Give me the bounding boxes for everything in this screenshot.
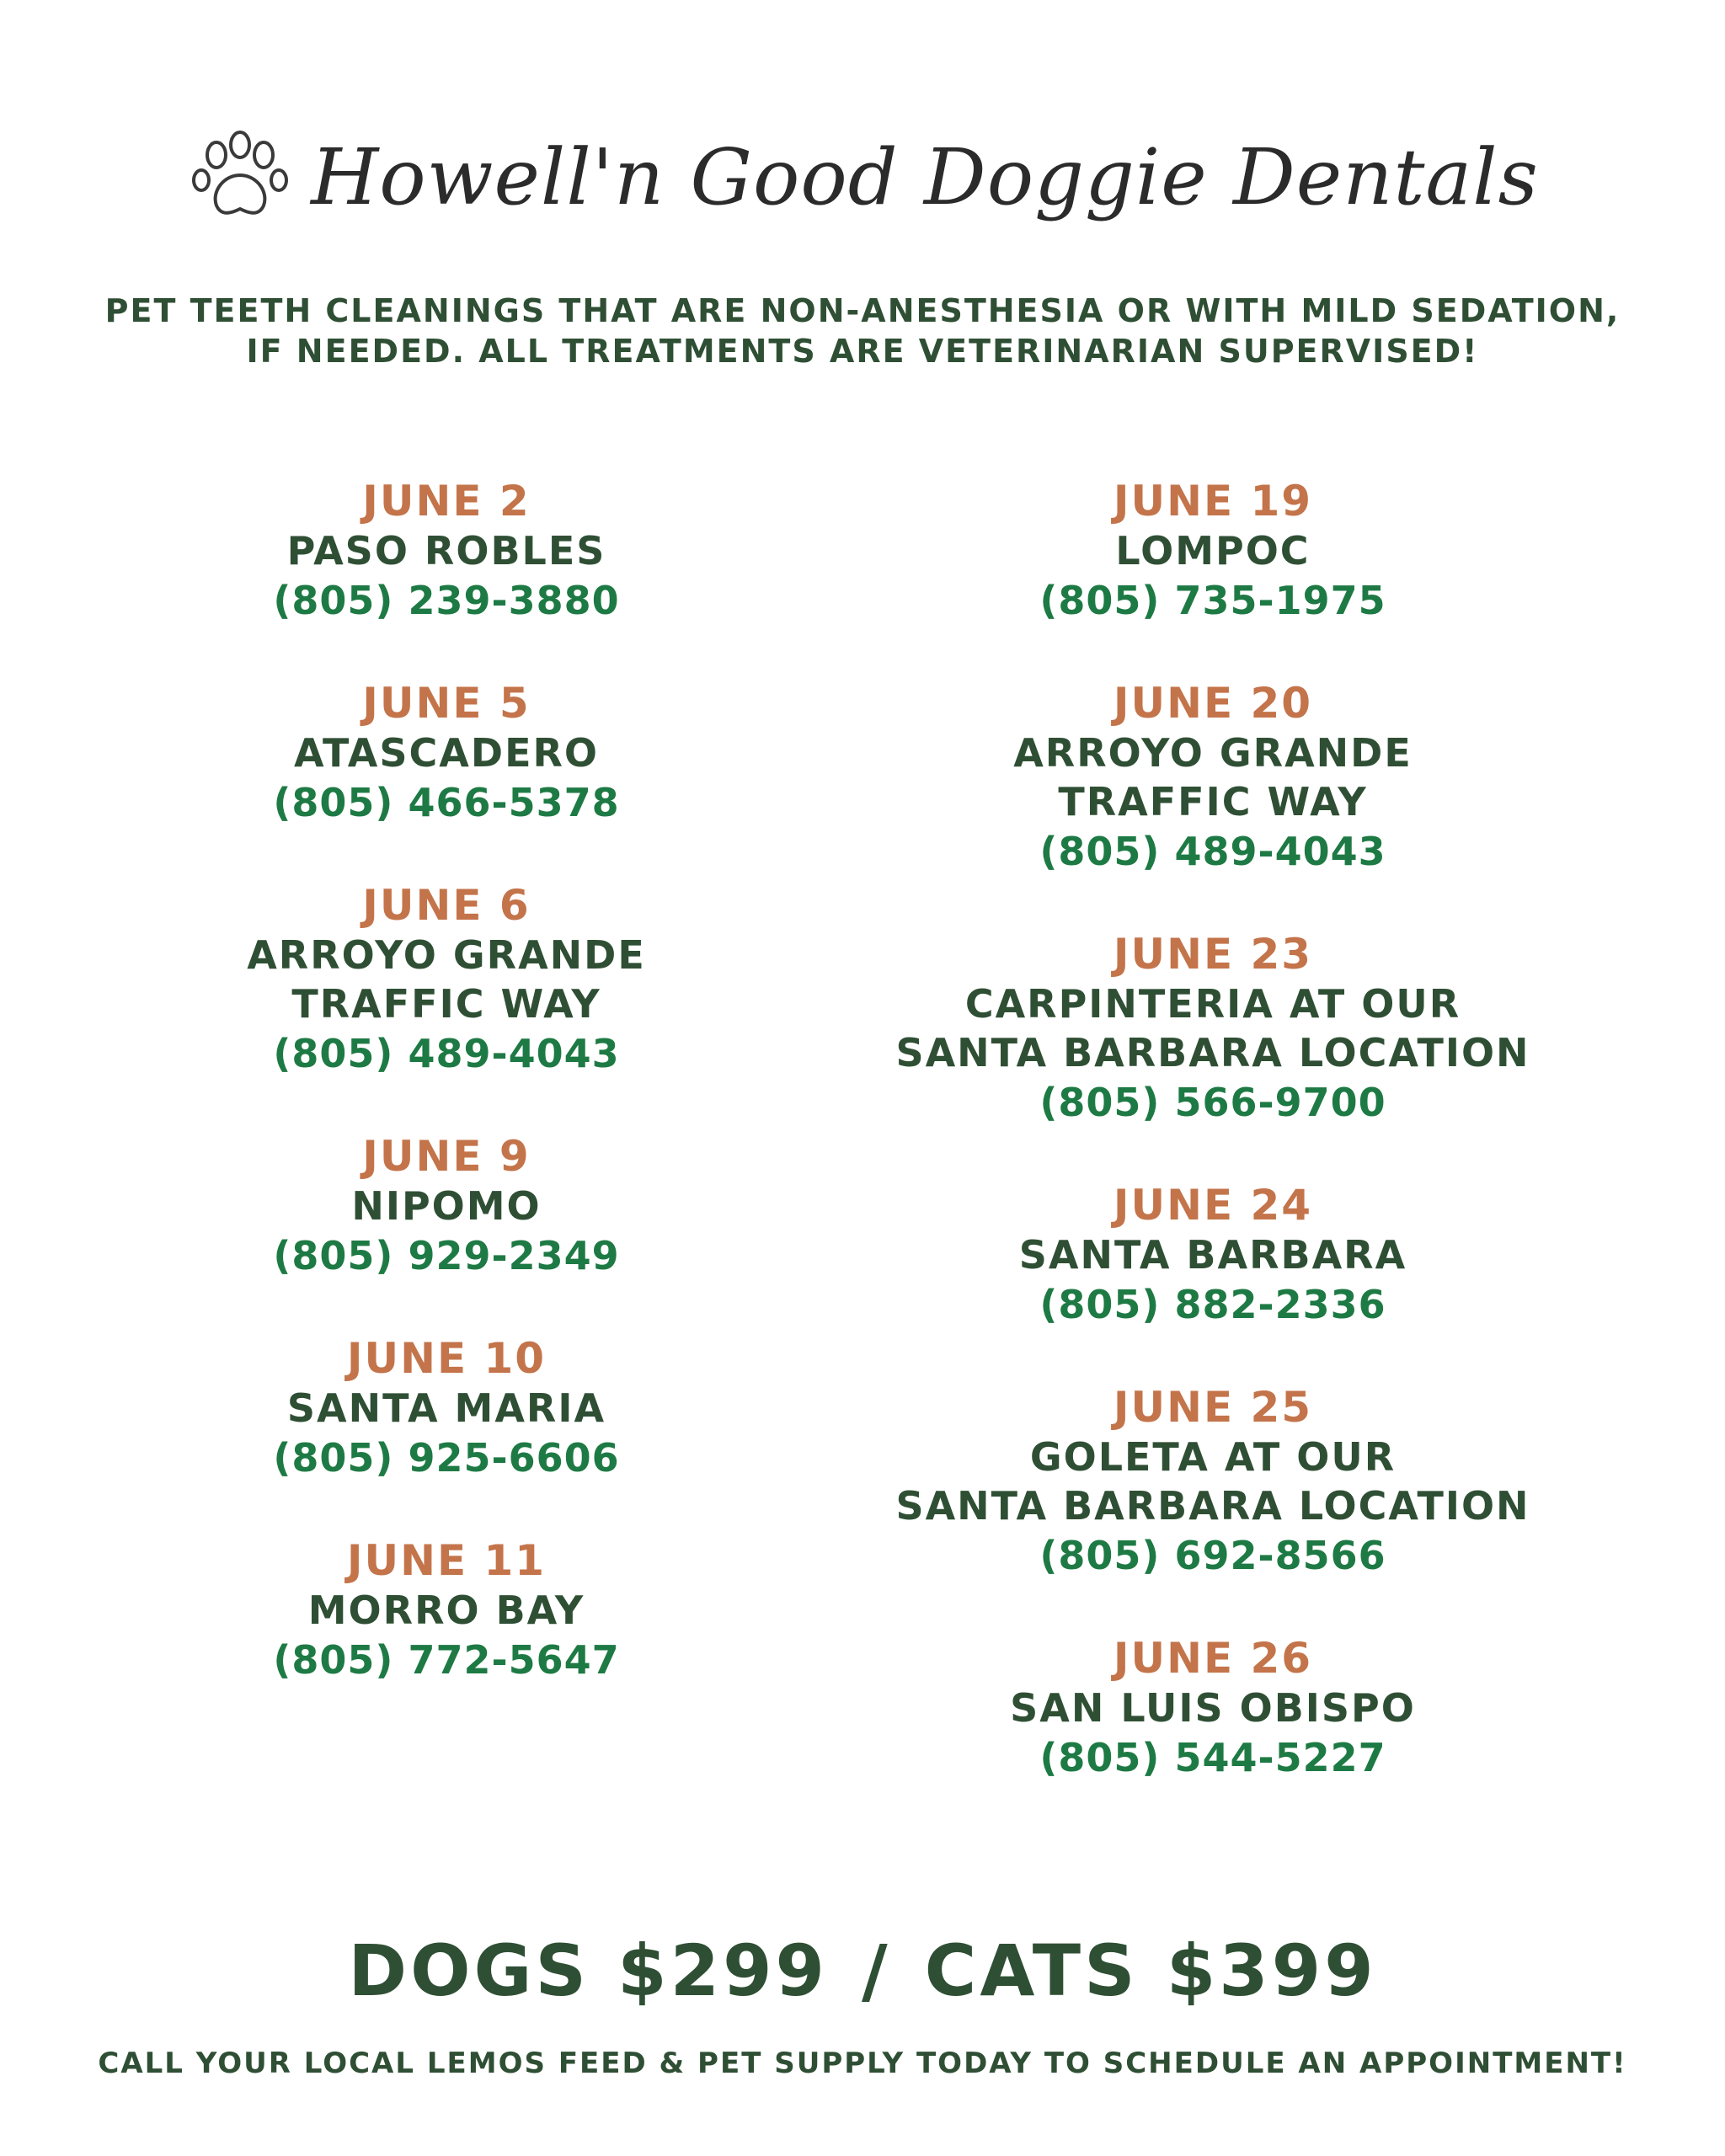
event-phone[interactable]: (805) 239-3880 [273,578,620,623]
event-june-20 [834,678,1592,877]
call-to-action: CALL YOUR LOCAL LEMOS FEED & PET SUPPLY TODAY TO SCHEDULE AN APPOINTMENT! [98,2047,1627,2080]
event-location: NIPOMO [351,1183,542,1229]
event-date: JUNE 6 [362,881,531,930]
event-location: GOLETA AT OUR [1029,1434,1397,1480]
event-june-24 [834,1180,1592,1330]
pricing-line [0,1929,1725,2013]
event-location: SANTA MARIA [286,1385,606,1431]
event-date: JUNE 25 [1113,1383,1313,1432]
tagline [0,291,1725,371]
event-date: JUNE 9 [362,1132,531,1181]
event-june-23 [834,929,1592,1128]
event-location: ATASCADERO [293,730,600,776]
event-date: JUNE 19 [1113,477,1313,526]
event-phone[interactable]: (805) 929-2349 [273,1233,620,1278]
cats-price: CATS $399 [924,1929,1377,2012]
event-phone[interactable]: (805) 544-5227 [1039,1735,1386,1780]
event-date: JUNE 24 [1113,1181,1313,1230]
event-phone[interactable]: (805) 772-5647 [273,1637,620,1683]
event-june-25 [834,1382,1592,1581]
tagline-line-2: IF NEEDED. ALL TREATMENTS ARE VETERINARIAN SUPERVISED! [246,333,1479,370]
event-june-26 [834,1633,1592,1783]
event-phone[interactable]: (805) 466-5378 [273,780,620,825]
event-location: LOMPOC [1115,528,1311,574]
event-location: SANTA BARBARA [1018,1232,1407,1278]
event-location-line-2: TRAFFIC WAY [291,981,601,1027]
event-location-line-2: SANTA BARBARA LOCATION [895,1483,1530,1529]
tagline-line-1: PET TEETH CLEANINGS THAT ARE NON-ANESTHESIA OR WITH MILD SEDATION, [104,292,1621,329]
event-june-19 [834,476,1592,626]
event-june-2 [177,476,716,626]
event-date: JUNE 2 [362,477,531,526]
event-phone[interactable]: (805) 566-9700 [1039,1080,1386,1125]
schedule-right-column [834,476,1592,1835]
event-date: JUNE 23 [1113,930,1313,979]
dogs-price: DOGS $299 [348,1929,828,2012]
paw-print-icon [186,126,294,227]
event-phone[interactable]: (805) 882-2336 [1039,1282,1386,1327]
event-phone[interactable]: (805) 735-1975 [1039,578,1386,623]
logo [0,105,1725,248]
event-location-line-2: SANTA BARBARA LOCATION [895,1030,1530,1075]
schedule-left-column [177,476,716,1737]
event-date: JUNE 26 [1113,1634,1313,1683]
event-location-line-2: TRAFFIC WAY [1058,779,1368,825]
event-june-6 [177,880,716,1079]
event-phone[interactable]: (805) 489-4043 [1039,829,1386,874]
event-location: PASO ROBLES [286,528,606,574]
event-location: ARROYO GRANDE [1013,730,1413,776]
event-date: JUNE 11 [346,1536,547,1585]
event-date: JUNE 20 [1113,679,1313,728]
event-phone[interactable]: (805) 692-8566 [1039,1533,1386,1578]
event-phone[interactable]: (805) 489-4043 [273,1031,620,1076]
event-location: CARPINTERIA AT OUR [964,981,1461,1027]
event-phone[interactable]: (805) 925-6606 [273,1435,620,1481]
logo-text: Howell'n Good Doggie Dentals [311,131,1539,222]
event-location: MORRO BAY [307,1588,585,1633]
event-june-5 [177,678,716,828]
price-separator: / [861,1929,891,2012]
event-june-10 [177,1333,716,1483]
event-date: JUNE 10 [346,1334,547,1383]
event-location: ARROYO GRANDE [247,932,646,978]
event-date: JUNE 5 [362,679,531,728]
event-june-9 [177,1131,716,1281]
event-location: SAN LUIS OBISPO [1010,1685,1416,1731]
event-june-11 [177,1535,716,1685]
